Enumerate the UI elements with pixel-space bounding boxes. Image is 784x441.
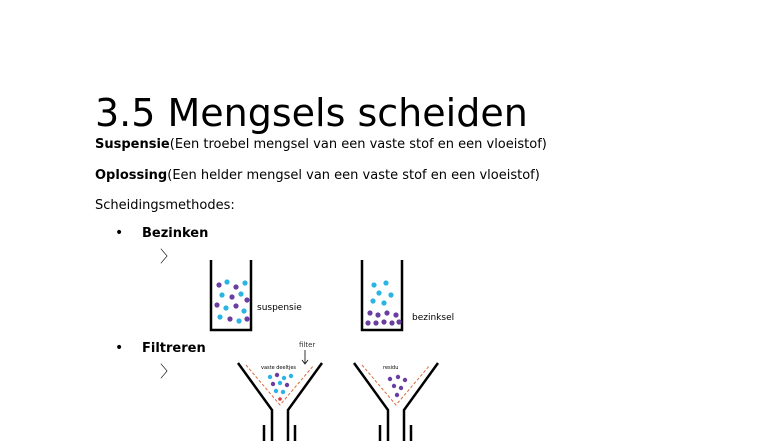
term-suspensie: Suspensie <box>95 137 170 152</box>
arrow-icon: 〉 <box>160 362 177 381</box>
filter-pointer-arrow-icon <box>297 349 317 369</box>
page-title: 3.5 Mengsels scheiden <box>95 91 528 135</box>
method-bezinken: Bezinken <box>142 226 209 241</box>
beaker-suspensie-diagram <box>205 255 315 335</box>
definition-text-oplossing: (Een helder mengsel van een vaste stof en een vloeistof) <box>167 168 540 183</box>
particles <box>268 373 293 401</box>
methods-intro: Scheidingsmethodes: <box>95 198 235 213</box>
beaker-bezinksel-diagram <box>356 255 466 335</box>
term-oplossing: Oplossing <box>95 168 168 183</box>
funnel-wall <box>288 363 322 441</box>
bullet-icon: • <box>115 225 124 241</box>
arrow-icon: 〉 <box>160 247 177 266</box>
beaker-left-label: suspensie <box>257 303 302 313</box>
beaker-right-label: bezinksel <box>412 313 455 323</box>
method-filtreren: Filtreren <box>142 341 206 356</box>
filter-label: filter <box>299 341 316 349</box>
funnel-wall <box>354 363 388 441</box>
definition-oplossing <box>95 168 540 183</box>
funnel-wall <box>238 363 272 441</box>
filter-paper <box>362 365 430 405</box>
definition-text-suspensie: (Een troebel mengsel van een vaste stof en een vloeistof) <box>169 137 547 152</box>
beaker-glass <box>362 260 402 330</box>
particles <box>388 375 407 397</box>
funnel-wall <box>404 363 438 441</box>
bullet-icon: • <box>115 340 124 356</box>
particles <box>214 279 249 323</box>
definition-suspensie <box>95 137 547 152</box>
particles <box>365 280 401 325</box>
funnel-left-label: vaste deeltjes <box>261 365 296 371</box>
funnel-right-label: residu <box>383 365 399 371</box>
